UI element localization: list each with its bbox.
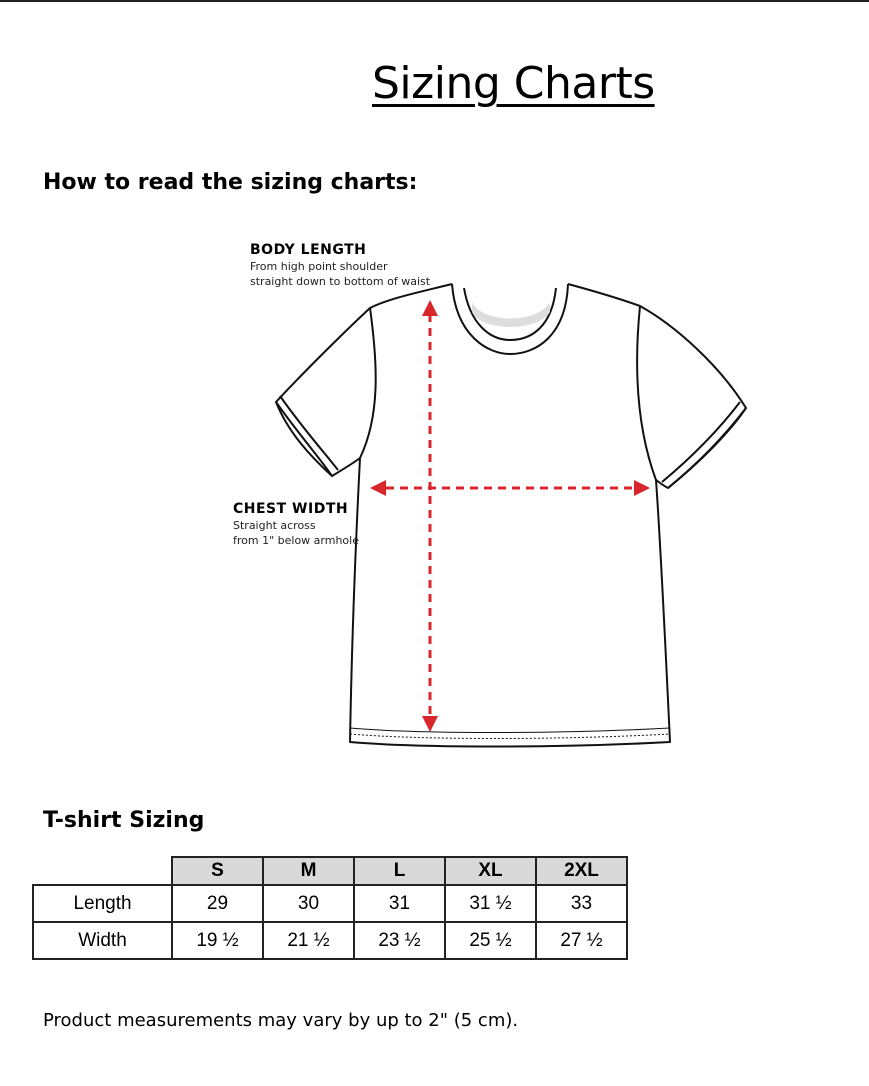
table-cell: 21 ½ [263,922,354,959]
chest-width-label: CHEST WIDTH [233,501,349,517]
section-heading-tshirt-sizing: T-shirt Sizing [43,808,205,833]
arrow-left-icon [370,480,386,496]
tshirt-diagram [220,236,760,756]
table-cell: 31 [354,885,445,922]
chest-width-desc-1: Straight across [233,519,316,532]
measurement-footnote: Product measurements may vary by up to 2" (5 cm). [43,1010,519,1031]
table-row [33,922,627,959]
body-length-desc-2: straight down to bottom of waist [250,275,431,288]
size-header-cell: L [354,857,445,885]
size-header-cell: XL [445,857,536,885]
arrow-up-icon [422,300,438,316]
size-header-row [33,857,627,885]
table-cell: 29 [172,885,263,922]
body-length-desc-1: From high point shoulder [250,260,388,273]
top-border [0,0,869,2]
table-cell: 31 ½ [445,885,536,922]
blank-corner-cell [33,857,172,885]
body-length-label: BODY LENGTH [250,242,367,258]
table-row [33,885,627,922]
table-cell: 33 [536,885,627,922]
table-cell: 30 [263,885,354,922]
row-label: Width [33,922,172,959]
tshirt-outline-icon [220,236,760,756]
size-header-cell: M [263,857,354,885]
chest-width-desc-2: from 1" below armhole [233,534,359,547]
size-table [32,856,628,960]
page-title: Sizing Charts [372,58,655,109]
table-cell: 27 ½ [536,922,627,959]
table-cell: 23 ½ [354,922,445,959]
arrow-down-icon [422,716,438,732]
arrow-right-icon [634,480,650,496]
row-label: Length [33,885,172,922]
section-heading-how-to-read: How to read the sizing charts: [43,170,418,195]
table-cell: 19 ½ [172,922,263,959]
size-header-cell: 2XL [536,857,627,885]
size-header-cell: S [172,857,263,885]
table-cell: 25 ½ [445,922,536,959]
